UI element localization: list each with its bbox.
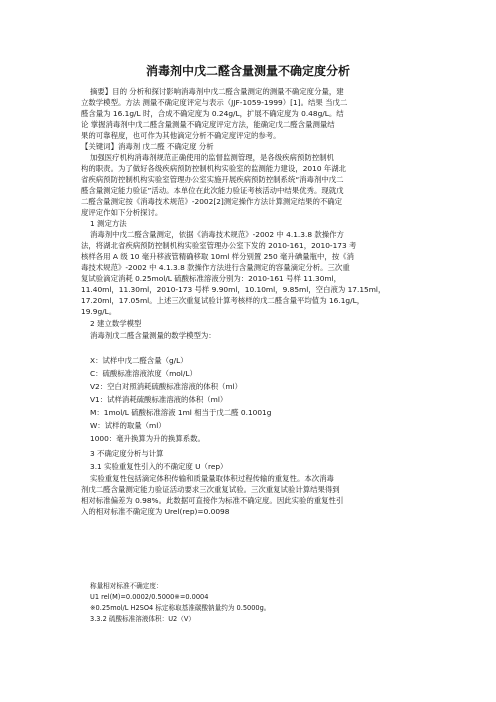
body-line: 消毒剂中戊二醛含量测定，依据《消毒技术规范》-2002 中 4.1.3.8 款操作方 <box>90 230 344 239</box>
keywords: 【关键词】消毒剂 戊二醛 不确定度 分析 <box>81 142 214 151</box>
variable-definition: W：试样的取量（ml） <box>90 421 166 430</box>
intro-line: 二醛含量测定按《消毒技术规范》-2002[2]测定操作方法计算测定结果的不确定 <box>81 197 343 206</box>
subsection-heading: 3.3.2 硫酸标准溶液体积：U2（V） <box>90 615 195 623</box>
intro-line: 加强医疗机构消毒剂规范正确使用的监督监测管理，是各级疾病预防控制机 <box>90 153 334 162</box>
intro-line: 省疾病预防控制机构实验室管理办公室实施开展疾病预防控制系统“消毒剂中戊二 <box>81 175 344 184</box>
abstract-line: 摘要】目的 分析和探讨影响消毒剂中戊二醛含量测定的测量不确定度分量，建 <box>90 87 344 96</box>
variable-definition: M：1mol/L 硫酸标准溶液 1ml 相当于戊二醛 0.1001g <box>90 408 272 417</box>
footnote-line: ※0.25mol/L H2SO4 标定称取基准碳酸钠量约为 0.5000g。 <box>90 604 271 612</box>
body-line: 消毒剂戊二醛含量测量的数学模型为： <box>90 331 216 340</box>
body-line: 复试验滴定消耗 0.25mol/L 硫酸标准溶液分别为：2010-161 号样 11.30ml， <box>81 274 342 283</box>
body-line: 剂戊二醛含量测定能力验证活动要求三次重复试验。三次重复试验计算结果得到 <box>81 485 340 494</box>
variable-definition: V1：试样消耗硫酸标准溶液的体积（ml） <box>90 395 228 404</box>
intro-line: 醛含量测定能力验证”活动。本单位在此次能力验证考核活动中结果优秀。现就戊 <box>81 186 344 195</box>
body-line: 入的相对标准不确定度为 Urel(rep)=0.0098 <box>81 507 230 516</box>
variable-definition: 1000：毫升换算为升的换算系数。 <box>90 434 205 443</box>
body-line: 称量相对标准不确定度： <box>90 582 163 590</box>
abstract-line: 论 掌握消毒剂中戊二醛含量测量不确定度评定方法，能确定戊二醛含量测量结 <box>81 120 335 129</box>
body-line: 实验重复性包括滴定体积传输和质量量取体积过程传输的重复性。本次消毒 <box>90 474 334 483</box>
variable-definition: V2：空白对照消耗硫酸标准溶液的体积（ml） <box>90 382 243 391</box>
formula-line: U1 rel(M)=0.0002/0.5000※=0.0004 <box>90 593 209 601</box>
section-heading: 2 建立数学模型 <box>90 319 142 328</box>
intro-line: 度评定作如下分析探讨。 <box>81 208 163 217</box>
body-line: 17.20ml，17.05ml。上述三次重复试验计算考核样的戊二醛含量平均值为 16.1g/L， <box>81 296 365 305</box>
body-line: 毒技术规范》-2002 中 4.1.3.8 款操作方法进行含量测定的容量滴定分析。三次重 <box>81 263 350 272</box>
body-line: 相对标准偏差为 0.98%。此数据可直接作为标准不确定度。因此实验的重复性引 <box>81 496 344 505</box>
variable-definition: C：硫酸标准溶液浓度（mol/L） <box>90 369 197 378</box>
intro-line: 构的职责。为了做好各级疾病预防控制机构实验室的监测能力建设，2010 年湖北 <box>81 164 347 173</box>
body-line: 核样各用 A 级 10 毫升移液管精确移取 10ml 样分别置 250 毫升碘量瓶中，按《消 <box>81 252 354 261</box>
abstract-line: 果的可靠程度，也可作为其他滴定分析不确定度评定的参考。 <box>81 131 281 140</box>
abstract-line: 立数学模型。方法 测量不确定度评定与表示（JJF-1059-1999）[1]。结果 当戊二 <box>81 98 348 107</box>
body-line: 19.9g/L。 <box>81 307 117 316</box>
variable-definition: X：试样中戊二醛含量（g/L） <box>90 356 188 365</box>
body-line: 11.40ml，11.30ml，2010-173 号样 9.90ml，10.10ml，9.85ml，空白液为 17.15ml， <box>81 285 386 294</box>
abstract-line: 醛含量为 16.1g/L 时，合成不确定度为 0.24g/L，扩展不确定度为 0.48g/L。结 <box>81 109 344 118</box>
section-heading: 1 测定方法 <box>90 219 127 228</box>
body-line: 法，将湖北省疾病预防控制机构实验室管理办公室下发的 2010-161，2010-173 考 <box>81 241 357 250</box>
section-heading: 3 不确定度分析与计算 <box>90 449 164 458</box>
page-title: 消毒剂中戊二醛含量测量不确定度分析 <box>145 64 350 78</box>
subsection-heading: 3.1 实验重复性引入的不确定度 U（rep） <box>90 462 228 471</box>
